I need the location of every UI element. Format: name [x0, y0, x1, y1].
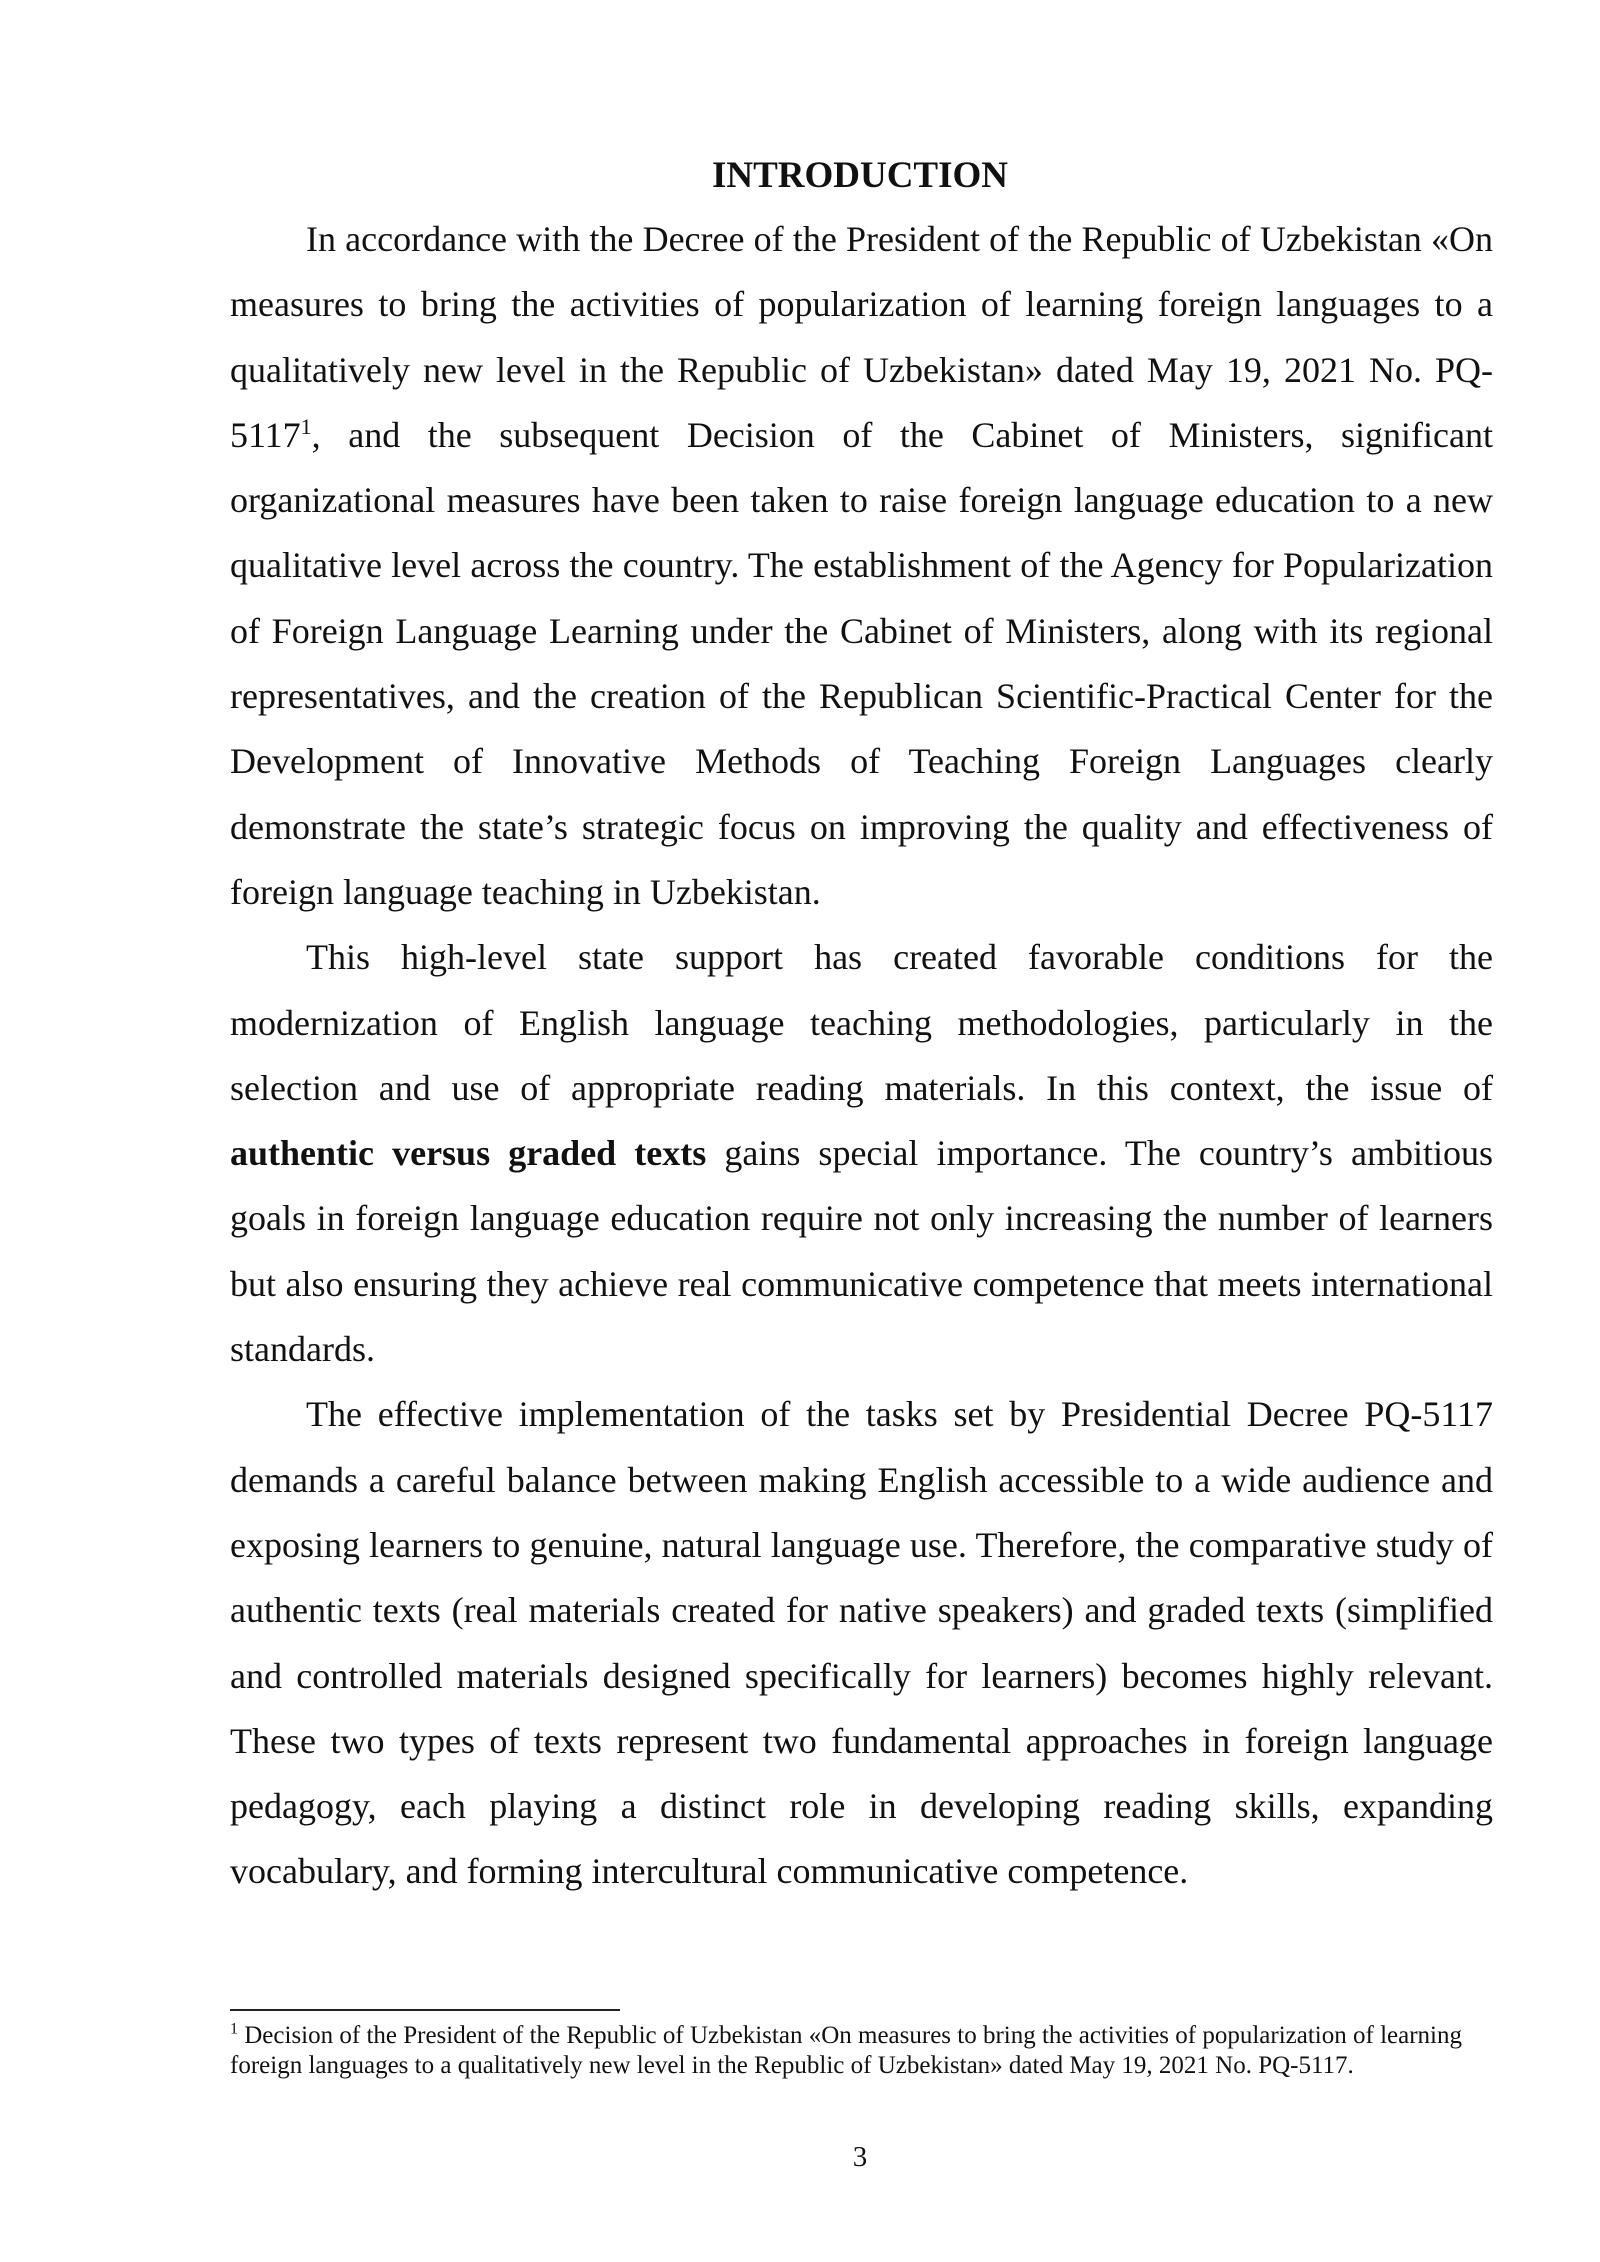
footnote [230, 2021, 1493, 2081]
paragraph-1 [230, 207, 1493, 925]
footnote-reference[interactable]: 1 [300, 413, 312, 439]
paragraph-2 [230, 925, 1493, 1382]
footnote-separator [230, 2009, 620, 2011]
paragraph-2-text-a: This high-level state support has created favorable conditions for the modernization of English language teaching methodologies, particularly in the selection and use of appropriate reading materials. In this context, the issue of [230, 937, 1493, 1108]
footnote-mark: 1 [230, 2020, 238, 2038]
section-heading: INTRODUCTION [711, 155, 1009, 196]
paragraph-1-text-a: In accordance with the Decree of the President of the Republic of Uzbekistan «On measures to bring the activities of popularization of learning foreign languages to a qualitatively new level in the Republic of Uzbekistan» dated May 19, 2021 No. PQ-5117 [230, 219, 1493, 455]
paragraph-3: The effective implementation of the tasks set by Presidential Decree PQ-5117 demands a careful balance between making English accessible to a wide audience and exposing learners to genuine, natural language use. Therefore, the comparative study of authentic texts (real materials created for native speakers) and graded texts (simplified and controlled materials designed specifically for learners) becomes highly relevant. These two types of texts represent two fundamental approaches in foreign language pedagogy, each playing a distinct role in developing reading skills, expanding vocabulary, and forming intercultural communicative competence. [230, 1394, 1493, 1892]
bold-phrase: authentic versus graded texts [230, 1133, 707, 1174]
page-number: 3 [852, 2141, 868, 2173]
footnote-text: Decision of the President of the Republic of Uzbekistan «On measures to bring the activities of popularization of learning foreign languages to a qualitatively new level in the Republic of Uzbekistan» dated May 19, 2021 No. PQ-5117. [230, 2022, 1462, 2079]
body-text [230, 207, 1493, 1905]
paragraph-2-text-b: gains special importance. The country’s ambitious goals in foreign language education require not only increasing the number of learners but also ensuring they achieve real communicative competence that meets international standards. [230, 1133, 1493, 1370]
paragraph-1-text-b: , and the subsequent Decision of the Cabinet of Ministers, significant organizational measures have been taken to raise foreign language education to a new qualitative level across the country. The establishment of the Agency for Popularization of Foreign Language Learning under the Cabinet of Ministers, along with its regional representatives, and the creation of the Republican Scientific-Practical Center for the Development of Innovative Methods of Teaching Foreign Languages clearly demonstrate the state’s strategic focus on improving the quality and effectiveness of foreign language teaching in Uzbekistan. [230, 414, 1493, 912]
